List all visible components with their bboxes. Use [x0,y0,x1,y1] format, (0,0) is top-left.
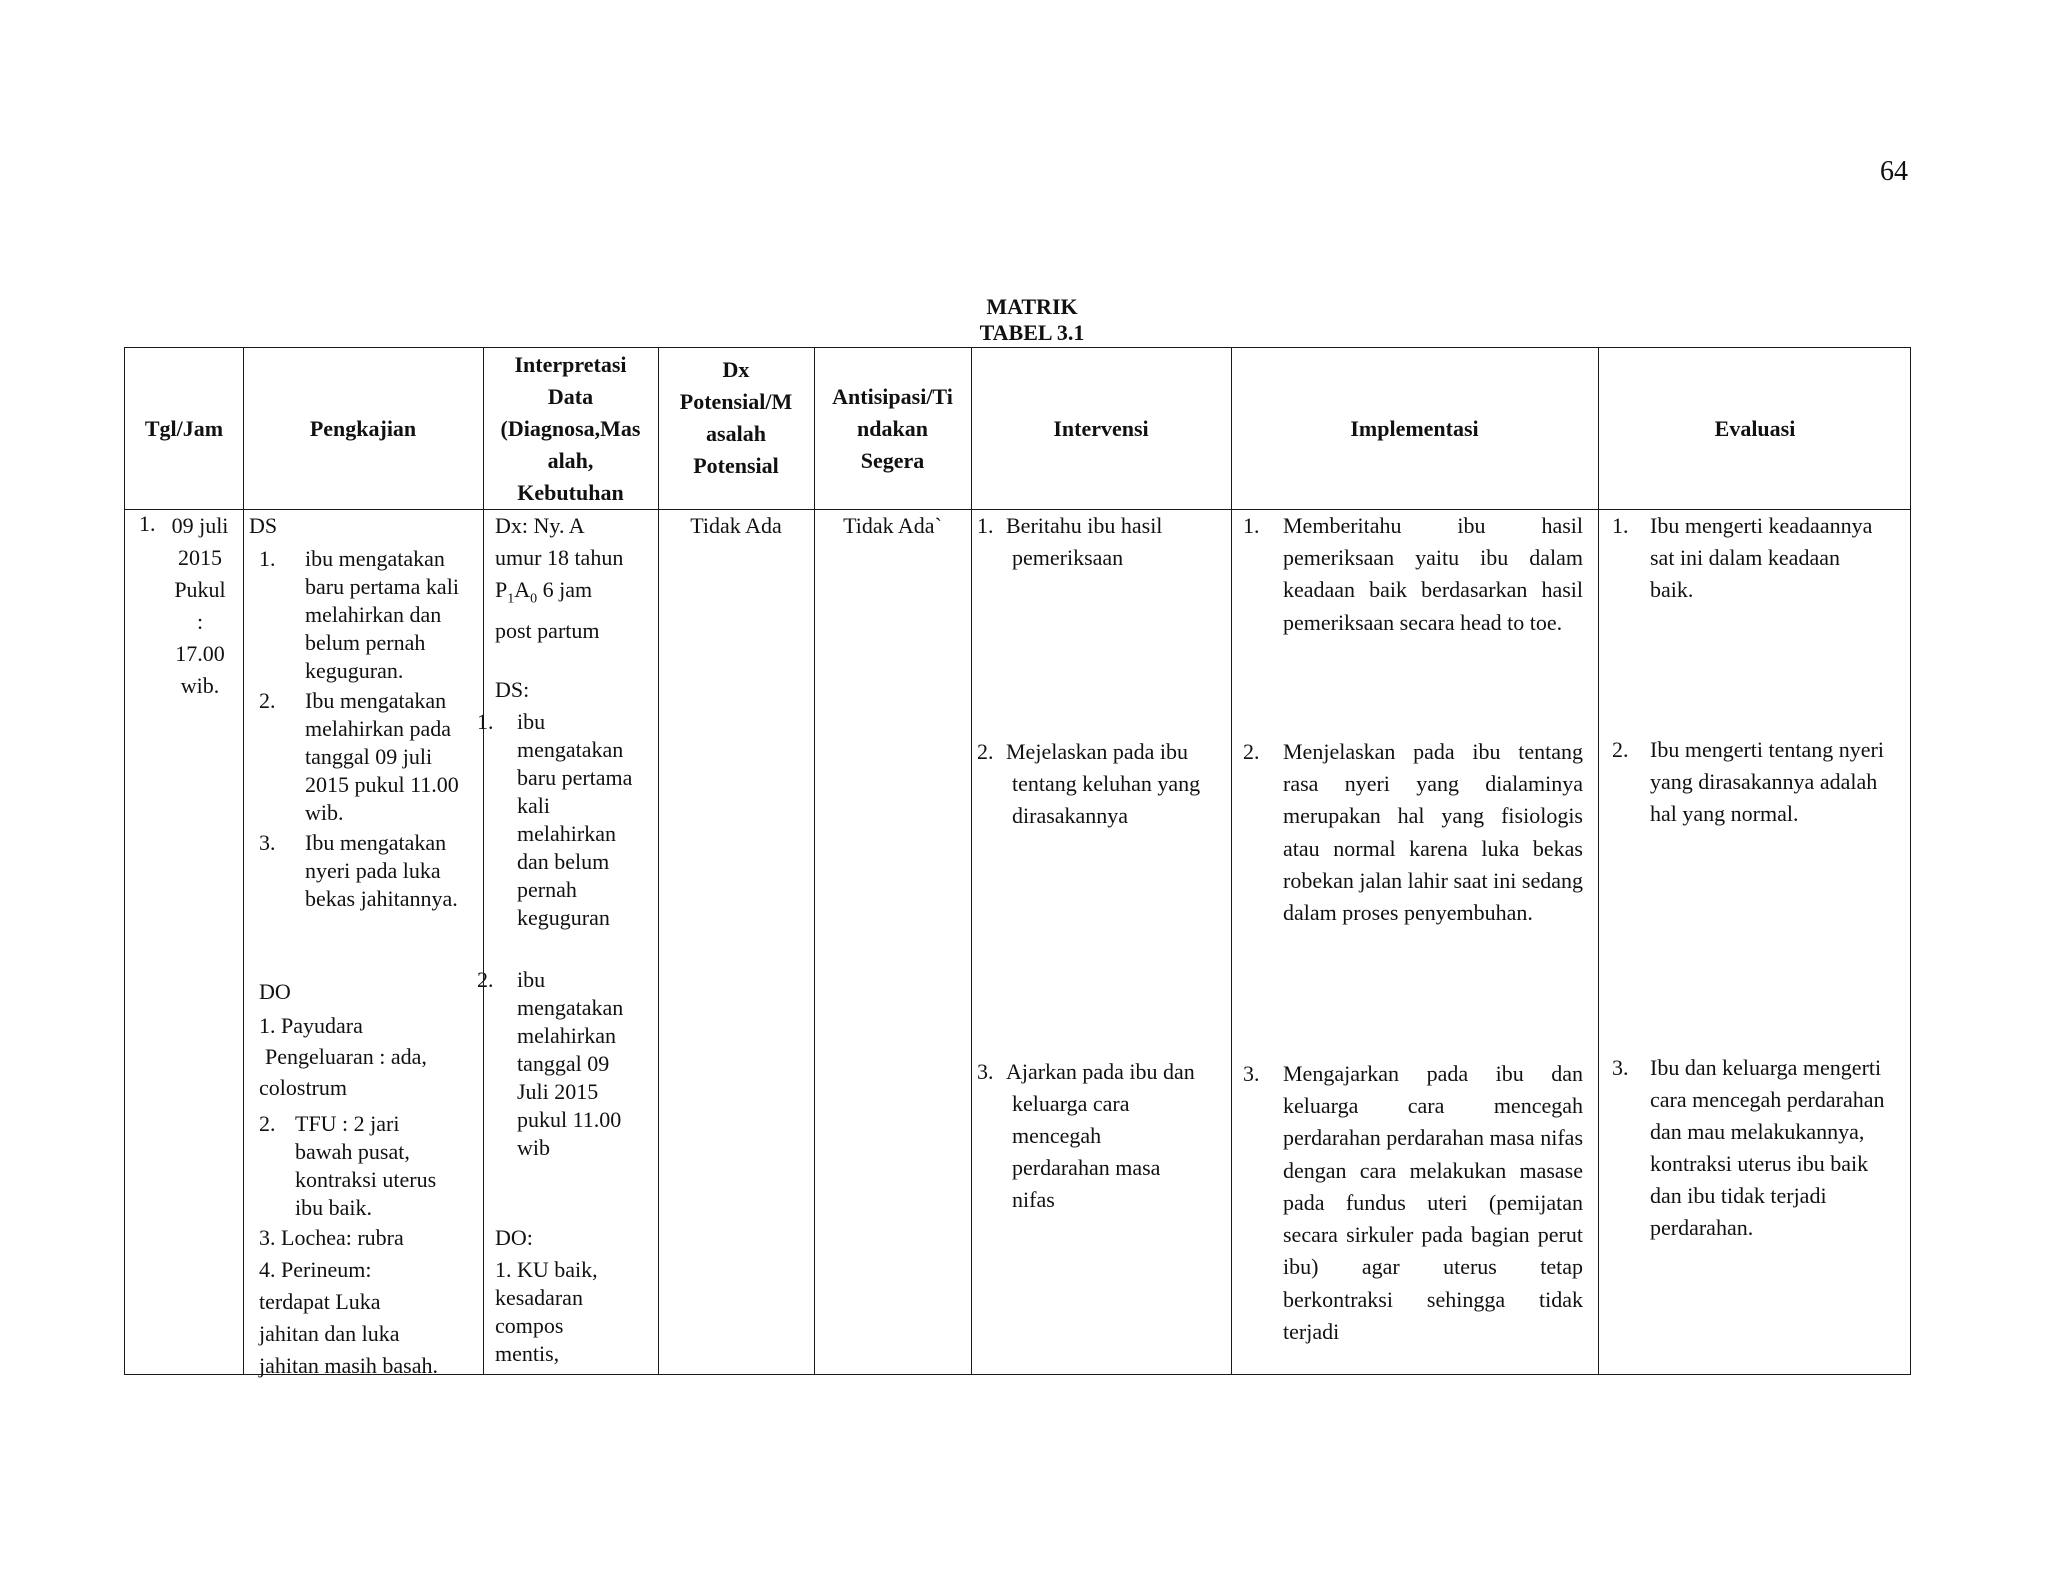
header-line: Kebutuhan [517,479,624,505]
do-line: mentis, [495,1341,560,1366]
header-line: Antisipasi/Ti [832,383,953,409]
cell-interpretasi [477,348,658,1376]
list-item [305,545,459,685]
table-subtitle: TABEL 3.1 [979,320,1085,345]
list-item [295,1110,436,1222]
list-line: Ibu mengerti tentang nyeri [1650,737,1884,762]
header-antisipasi [814,348,971,509]
do-line: compos [495,1313,564,1338]
list-line: cara mencegah perdarahan [1650,1087,1885,1112]
list-line: melahirkan dan [305,602,442,627]
header-line: Data [547,383,594,409]
do-line: kesadaran [495,1285,583,1310]
list-line: melahirkan [517,1023,616,1048]
do-line: terdapat Luka [259,1289,381,1314]
list-number: 1. [1612,513,1629,538]
list-line: melahirkan pada [305,716,451,741]
list-line: dan belum [517,849,610,874]
list-line: baru pertama [517,765,633,790]
header-line: asalah [706,420,766,446]
list-number: 3. [259,830,276,855]
list-item [517,708,632,932]
header-line: Potensial/M [679,388,793,414]
list-line: mencegah [1012,1123,1102,1148]
list-line: kontraksi uterus [295,1167,437,1192]
list-number: 1. [259,546,276,571]
do-block [495,1256,598,1368]
do-label: DO [259,979,291,1004]
list-line: pernah [517,877,577,902]
list-line: ibu baik. [295,1195,372,1220]
list-number: 2. [259,1111,276,1136]
cell-dx-potensial: Tidak Ada [690,513,782,538]
list-item: pemeriksaan yaitu ibu dalam keadaan baik berdasarkan hasil pemeriksaan secara head to toe. [1283,545,1583,635]
list-line: ibu mengatakan [305,546,445,571]
cell-pengkajian [243,348,483,1376]
list-line: wib. [305,800,344,825]
list-line: dan ibu tidak terjadi [1650,1183,1827,1208]
list-line: wib [517,1135,550,1160]
diagnosis-line: post partum [495,618,600,644]
list-line: melahirkan [517,821,616,846]
list-line: Beritahu ibu hasil [1006,513,1163,538]
list-line: mengatakan [517,995,624,1020]
list-number: 2. [1243,739,1260,764]
cell-antisipasi: Tidak Ada` [843,513,942,538]
list-line: Ibu mengerti keadaannya [1650,513,1873,538]
list-line: Menjelaskan pada ibu tentang [1283,739,1583,764]
list-line: Juli 2015 [517,1079,599,1104]
list-line: yang dirasakannya adalah [1650,769,1878,794]
list-line: tentang keluhan yang [1012,771,1201,796]
list-line: pemeriksaan [1012,545,1124,570]
header-tgl: Tgl/Jam [144,415,224,441]
list-line: tanggal 09 [517,1051,610,1076]
cell-evaluasi [1598,348,1912,1376]
list-line: TFU : 2 jari [295,1111,400,1136]
date-line: 17.00 [175,641,225,666]
list-item [517,966,623,1162]
page-number: 64 [1880,156,1908,187]
list-line: ibu [517,709,546,734]
header-line: Dx [722,356,750,382]
list-number: 1. [1243,513,1260,538]
list-number: 2. [1612,737,1629,762]
list-line: pukul 11.00 [517,1107,622,1132]
list-line: kontraksi uterus ibu baik [1650,1151,1869,1176]
diagnosis-line: umur 18 tahun [495,545,624,570]
header-line: (Diagnosa,Mas [500,415,641,441]
header-pengkajian: Pengkajian [309,415,417,441]
date-line: wib. [180,673,220,698]
list-line: tanggal 09 juli [305,744,433,769]
do-line: 1. Payudara [259,1013,363,1038]
do-line: jahitan masih basah. [259,1353,439,1378]
list-item [1650,1052,1885,1244]
list-line: ibu [517,967,546,992]
ds-label: DS: [495,677,530,702]
do-line: colostrum [259,1075,347,1100]
date-line: : [196,609,204,634]
list-line: Mengajarkan pada ibu dan [1283,1061,1583,1086]
header-line: ndakan [857,415,928,441]
do-block [259,1222,438,1382]
list-line: keluarga cara [1012,1091,1130,1116]
list-line: baik. [1650,577,1694,602]
list-item [1650,510,1872,606]
header-intervensi: Intervensi [1053,415,1149,441]
list-line: Mejelaskan pada ibu [1006,739,1189,764]
parity-line: $P_1A_0$ 6 jam [495,577,593,607]
list-number: 3. [1612,1055,1629,1080]
list-number: 1. [477,709,494,734]
list-line: keguguran [517,905,610,930]
list-line: Ibu mengatakan [305,830,447,855]
list-item [1006,510,1162,574]
list-number: 3. [1243,1061,1260,1086]
list-item [1006,736,1200,832]
list-item [305,829,458,913]
list-item: keluarga cara mencegah perdarahan perdarahan masa nifas dengan cara melakukan masase pada fundus uteri (pemijatan secara sirkuler pada bagian perut ibu) agar uterus tetap berkontraksi sehingga tidak terjadi [1283,1093,1583,1345]
list-line: kali [517,793,550,818]
list-line: dirasakannya [1012,803,1129,828]
table-title: MATRIK [986,294,1078,319]
list-line: dan mau melakukannya, [1650,1119,1865,1144]
list-item [1650,734,1884,830]
cell-intervensi [971,348,1231,1376]
do-label: DO: [495,1225,533,1250]
do-block [259,1010,427,1103]
list-number: 3. [977,1059,994,1084]
list-line: keguguran. [305,658,404,683]
diagnosis-line: Dx: Ny. A [495,513,585,538]
list-line: sat ini dalam keadaan [1650,545,1840,570]
header-line: Segera [860,447,925,473]
list-item [305,687,459,827]
list-line: Ibu mengatakan [305,688,447,713]
date-line: Pukul [174,577,226,602]
list-line: bawah pusat, [295,1139,410,1164]
diagnosis-block [495,510,623,647]
list-line: hal yang normal. [1650,801,1799,826]
list-number: 2. [259,688,276,713]
list-line: Ajarkan pada ibu dan [1006,1059,1195,1084]
list-line: baru pertama kali [305,574,459,599]
header-line: alah, [547,447,594,473]
list-item [1006,1056,1195,1216]
matrix-table [124,347,1911,1378]
list-line: bekas jahitannya. [305,886,458,911]
list-line: nyeri pada luka [305,858,441,883]
list-line: perdarahan. [1650,1215,1754,1240]
list-line: nifas [1012,1187,1055,1212]
header-evaluasi: Evaluasi [1714,415,1796,441]
list-number: 2. [977,739,994,764]
cell-implementasi [1231,348,1598,1376]
list-line: mengatakan [517,737,624,762]
list-item: rasa nyeri yang dialaminya merupakan hal yang fisiologis atau normal karena luka bekas robekan jalan lahir saat ini sedang dalam proses penyembuhan. [1283,771,1583,926]
header-dx-potensial [658,348,814,509]
do-line: 1. KU baik, [495,1257,598,1282]
list-line: belum pernah [305,630,426,655]
list-line: Ibu dan keluarga mengerti [1650,1055,1882,1080]
list-line: 2015 pukul 11.00 [305,772,459,797]
header-line: Interpretasi [514,351,627,377]
date-line: 09 juli [171,513,229,538]
date-line: 2015 [178,545,222,570]
cell-tgl [125,510,243,710]
do-line: Pengeluaran : ada, [265,1044,427,1069]
list-number: 2. [477,967,494,992]
list-line: Memberitahu ibu hasil [1283,513,1583,538]
header-line: Potensial [693,452,779,478]
list-line: perdarahan masa [1012,1155,1161,1180]
do-line: 3. Lochea: rubra [259,1225,404,1250]
do-line: 4. Perineum: [259,1257,372,1282]
list-number: 1. [977,513,994,538]
do-line: jahitan dan luka [259,1321,400,1346]
header-implementasi: Implementasi [1350,415,1479,441]
ds-label: DS [249,513,278,538]
list-number: 1. [139,511,156,536]
